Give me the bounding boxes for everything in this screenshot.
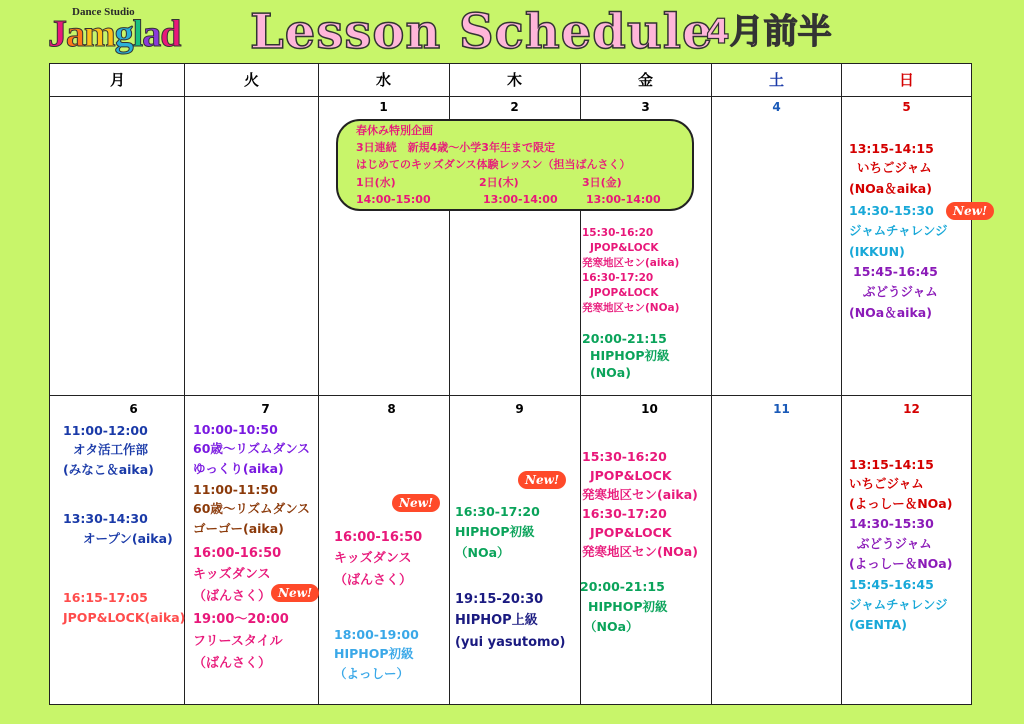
date-8: 8 [387, 402, 396, 416]
lesson-name: ジャムチャレンジ [849, 597, 948, 612]
special-date1: 1日(水) [356, 176, 396, 189]
new-badge: New! [271, 584, 319, 602]
lesson-name: JPOP&LOCK [590, 242, 659, 254]
special-line3: はじめてのキッズダンス体験レッスン（担当ばんさく） [356, 158, 631, 171]
new-badge: New! [946, 202, 994, 220]
new-badge: New! [392, 494, 440, 512]
lesson-name: いちごジャム [857, 160, 932, 175]
lesson-time: 16:00-16:50 [334, 530, 423, 545]
logo: Jamglad [48, 13, 181, 55]
special-date2: 2日(木) [479, 176, 519, 189]
lesson-teacher: (IKKUN) [849, 244, 905, 259]
lesson-teacher: (よっしー＆NOa) [849, 556, 953, 571]
lesson-name: オープン(aika) [83, 531, 173, 546]
lesson-teacher: （ばんさく） [193, 656, 272, 671]
lesson-place: 発寒地区セン(aika) [582, 487, 698, 502]
lesson-time: 15:30-16:20 [582, 227, 654, 239]
date-1: 1 [379, 100, 388, 114]
lesson-teacher: (みなこ＆aika) [63, 462, 154, 477]
special-line2: 3日連続 新規4歳〜小学3年生まで限定 [356, 141, 555, 154]
lesson-time: 13:30-14:30 [63, 511, 148, 526]
lesson-teacher: ゆっくり(aika) [193, 461, 284, 476]
day-header-tue: 火 [243, 71, 259, 89]
special-line1: 春休み特別企画 [356, 124, 433, 137]
lesson-teacher: (よっしー＆NOa) [849, 496, 953, 511]
lesson-time: 13:15-14:15 [849, 457, 934, 472]
lesson-place: 発寒地区セン(aika) [582, 257, 680, 269]
lesson-time: 19:00〜20:00 [193, 612, 289, 627]
lesson-name: オタ活工作部 [73, 442, 149, 457]
date-5: 5 [902, 100, 911, 114]
date-6: 6 [129, 402, 138, 416]
lesson-teacher: (yui yasutomo) [455, 635, 566, 650]
day-header-fri: 金 [637, 71, 653, 89]
lesson-teacher: (NOa) [590, 365, 631, 380]
special-time2: 13:00-14:00 [483, 193, 558, 206]
lesson-time: 20:00-21:15 [582, 331, 667, 346]
lesson-time: 20:00-21:15 [580, 579, 665, 594]
lesson-time: 13:15-14:15 [849, 141, 934, 156]
lesson-name: いちごジャム [849, 476, 924, 491]
lesson-name: ぶどうジャム [857, 536, 932, 551]
lesson-name: キッズダンス [334, 551, 412, 566]
lesson-time: 16:00-16:50 [193, 546, 282, 561]
page-title: Lesson Schedule [250, 4, 714, 60]
date-10: 10 [641, 402, 658, 416]
lesson-name: JPOP&LOCK(aika) [63, 610, 186, 625]
lesson-name: HIPHOP初級 [455, 524, 535, 539]
lesson-time: 14:30-15:30 [849, 203, 934, 218]
lesson-name: フリースタイル [193, 634, 283, 649]
lesson-time: 18:00-19:00 [334, 627, 419, 642]
lesson-name: HIPHOP上級 [455, 613, 538, 628]
lesson-teacher: （NOa） [584, 619, 639, 634]
lesson-teacher: (NOa＆aika) [849, 305, 932, 320]
day-header-thu: 木 [506, 71, 522, 89]
lesson-name: 60歳〜リズムダンス [193, 501, 310, 516]
special-date3: 3日(金) [582, 176, 622, 189]
date-12: 12 [903, 402, 920, 416]
lesson-time: 16:30-17:20 [582, 506, 667, 521]
lesson-time: 14:30-15:30 [849, 516, 934, 531]
lesson-place: 発寒地区セン(NOa) [582, 302, 680, 314]
lesson-name: ジャムチャレンジ [849, 223, 948, 238]
special-time1: 14:00-15:00 [356, 193, 431, 206]
lesson-teacher: （NOa） [455, 545, 510, 560]
lesson-name: JPOP&LOCK [590, 287, 659, 299]
date-9: 9 [515, 402, 524, 416]
lesson-name: HIPHOP初級 [334, 646, 414, 661]
date-11: 11 [773, 402, 790, 416]
special-time3: 13:00-14:00 [586, 193, 661, 206]
lesson-time: 15:45-16:45 [853, 264, 938, 279]
lesson-time: 10:00-10:50 [193, 422, 278, 437]
new-badge: New! [518, 471, 566, 489]
date-7: 7 [261, 402, 270, 416]
day-header-mon: 月 [109, 71, 125, 89]
day-header-wed: 水 [375, 71, 391, 89]
lesson-time: 11:00-11:50 [193, 482, 278, 497]
lesson-teacher: （ばんさく） [334, 573, 413, 588]
date-3: 3 [641, 100, 650, 114]
lesson-time: 15:30-16:20 [582, 449, 667, 464]
lesson-name: JPOP&LOCK [590, 468, 672, 483]
lesson-time: 15:45-16:45 [849, 577, 934, 592]
day-header-sat: 土 [768, 71, 784, 89]
logo-subtitle: Dance Studio [72, 6, 135, 18]
lesson-teacher: (NOa＆aika) [849, 181, 932, 196]
title-month: 4月前半 [706, 12, 832, 52]
lesson-name: HIPHOP初級 [590, 348, 670, 363]
lesson-teacher: (GENTA) [849, 617, 907, 632]
lesson-time: 11:00-12:00 [63, 423, 148, 438]
lesson-name: キッズダンス [193, 567, 271, 582]
day-header-sun: 日 [898, 71, 914, 89]
lesson-teacher: （よっしー） [334, 666, 410, 681]
lesson-name: HIPHOP初級 [588, 599, 668, 614]
lesson-time: 19:15-20:30 [455, 592, 544, 607]
lesson-name: ぶどうジャム [863, 284, 938, 299]
lesson-name: JPOP&LOCK [590, 525, 672, 540]
lesson-name: 60歳〜リズムダンス [193, 441, 310, 456]
lesson-time: 16:30-17:20 [582, 272, 654, 284]
lesson-teacher: ゴーゴー(aika) [193, 521, 284, 536]
lesson-time: 16:15-17:05 [63, 590, 148, 605]
date-2: 2 [510, 100, 519, 114]
lesson-teacher: （ばんさく） [193, 589, 272, 604]
lesson-place: 発寒地区セン(NOa) [582, 544, 698, 559]
date-4: 4 [772, 100, 781, 114]
lesson-time: 16:30-17:20 [455, 504, 540, 519]
